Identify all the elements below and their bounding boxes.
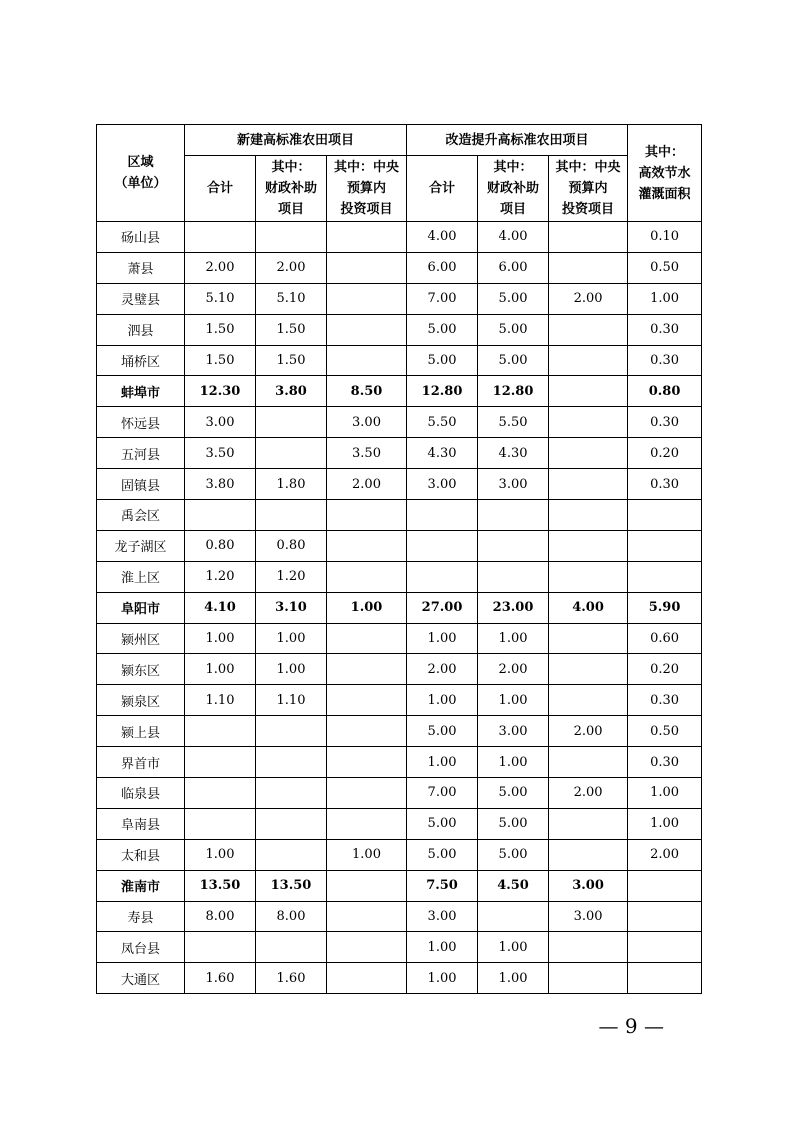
table-cell: 1.00 — [478, 747, 549, 778]
table-cell: 3.10 — [256, 592, 327, 623]
table-cell — [327, 654, 407, 685]
table-row — [97, 438, 702, 469]
row-region-name: 龙子湖区 — [97, 530, 185, 561]
table-cell: 13.50 — [256, 870, 327, 901]
table-cell — [185, 222, 256, 253]
row-region-name: 怀远县 — [97, 407, 185, 438]
table-cell: 1.00 — [256, 654, 327, 685]
table-cell: 1.00 — [185, 839, 256, 870]
table-cell: 2.00 — [256, 252, 327, 283]
table-row — [97, 963, 702, 994]
table-row — [97, 839, 702, 870]
table-cell — [327, 314, 407, 345]
table-cell — [327, 252, 407, 283]
header-upgrade-central: 其中：中央 预算内 投资项目 — [549, 156, 628, 222]
table-cell: 1.00 — [407, 685, 478, 716]
table-cell — [327, 500, 407, 531]
table-row — [97, 778, 702, 809]
table-cell — [628, 963, 702, 994]
table-cell — [256, 716, 327, 747]
table-cell: 1.00 — [185, 623, 256, 654]
table-cell: 0.20 — [628, 438, 702, 469]
table-cell — [407, 530, 478, 561]
table-cell — [628, 561, 702, 592]
table-cell — [549, 654, 628, 685]
table-cell — [549, 561, 628, 592]
row-region-name: 颍上县 — [97, 716, 185, 747]
row-region-name: 阜阳市 — [97, 592, 185, 623]
row-region-name: 固镇县 — [97, 469, 185, 500]
table-cell — [327, 963, 407, 994]
table-row — [97, 654, 702, 685]
table-cell: 1.20 — [185, 561, 256, 592]
header-new-central: 其中：中央 预算内 投资项目 — [327, 156, 407, 222]
table-cell: 3.80 — [256, 376, 327, 407]
row-region-name: 界首市 — [97, 747, 185, 778]
table-cell: 7.00 — [407, 283, 478, 314]
table-row — [97, 530, 702, 561]
table-cell — [478, 500, 549, 531]
table-cell: 1.00 — [407, 747, 478, 778]
table-row — [97, 561, 702, 592]
table-row — [97, 685, 702, 716]
row-region-name: 寿县 — [97, 901, 185, 932]
table-cell: 5.50 — [407, 407, 478, 438]
table-cell: 5.00 — [407, 808, 478, 839]
table-cell: 5.90 — [628, 592, 702, 623]
table-cell — [327, 530, 407, 561]
table-cell: 5.00 — [407, 716, 478, 747]
table-cell — [185, 747, 256, 778]
table-cell: 3.00 — [327, 407, 407, 438]
row-region-name: 砀山县 — [97, 222, 185, 253]
table-cell — [407, 561, 478, 592]
row-region-name: 淮南市 — [97, 870, 185, 901]
table-cell — [327, 808, 407, 839]
table-row — [97, 901, 702, 932]
table-cell: 5.00 — [478, 808, 549, 839]
table-cell: 0.80 — [256, 530, 327, 561]
table-cell — [185, 500, 256, 531]
row-region-name: 凤台县 — [97, 932, 185, 963]
table-cell: 1.60 — [256, 963, 327, 994]
table-cell — [256, 932, 327, 963]
header-upgrade-total: 合计 — [407, 156, 478, 222]
table-row — [97, 407, 702, 438]
table-cell — [549, 963, 628, 994]
row-region-name: 临泉县 — [97, 778, 185, 809]
table-cell: 5.00 — [407, 345, 478, 376]
row-region-name: 五河县 — [97, 438, 185, 469]
table-row — [97, 932, 702, 963]
table-cell — [327, 747, 407, 778]
table-row — [97, 345, 702, 376]
table-cell — [628, 870, 702, 901]
table-cell — [327, 222, 407, 253]
table-row — [97, 592, 702, 623]
table-cell — [256, 407, 327, 438]
table-cell: 0.30 — [628, 314, 702, 345]
table-cell: 5.00 — [478, 345, 549, 376]
table-cell — [549, 345, 628, 376]
table-cell: 5.00 — [478, 839, 549, 870]
table-cell: 5.50 — [478, 407, 549, 438]
table-cell: 0.10 — [628, 222, 702, 253]
row-region-name: 颍东区 — [97, 654, 185, 685]
data-table — [96, 124, 702, 994]
table-row — [97, 376, 702, 407]
table-cell: 0.30 — [628, 685, 702, 716]
table-cell — [478, 561, 549, 592]
table-cell — [185, 932, 256, 963]
table-cell: 1.00 — [256, 623, 327, 654]
table-cell — [549, 500, 628, 531]
table-cell: 1.00 — [185, 654, 256, 685]
table-cell: 1.00 — [407, 623, 478, 654]
table-body — [97, 222, 702, 994]
table-cell — [549, 469, 628, 500]
table-cell: 3.00 — [549, 901, 628, 932]
row-region-name: 太和县 — [97, 839, 185, 870]
table-cell: 2.00 — [327, 469, 407, 500]
table-cell — [327, 283, 407, 314]
table-cell — [549, 252, 628, 283]
table-cell — [478, 530, 549, 561]
header-new-fiscal: 其中： 财政补助 项目 — [256, 156, 327, 222]
table-cell — [256, 747, 327, 778]
table-cell — [549, 407, 628, 438]
table-cell: 4.30 — [407, 438, 478, 469]
table-cell: 3.80 — [185, 469, 256, 500]
table-cell: 0.30 — [628, 407, 702, 438]
header-water-saving: 其中： 高效节水 灌溉面积 — [628, 125, 702, 222]
table-cell: 1.00 — [327, 592, 407, 623]
table-cell — [407, 500, 478, 531]
table-cell: 1.80 — [256, 469, 327, 500]
table-row — [97, 808, 702, 839]
table-cell: 8.00 — [185, 901, 256, 932]
table-cell — [549, 314, 628, 345]
page-number: — 9 — — [598, 1014, 664, 1038]
table-cell — [327, 716, 407, 747]
table-cell — [185, 716, 256, 747]
table-cell: 5.00 — [407, 839, 478, 870]
table-cell: 5.10 — [256, 283, 327, 314]
table-cell: 3.00 — [185, 407, 256, 438]
table-cell: 27.00 — [407, 592, 478, 623]
table-cell: 1.00 — [628, 808, 702, 839]
table-cell — [549, 839, 628, 870]
table-cell: 12.80 — [407, 376, 478, 407]
table-row — [97, 716, 702, 747]
table-cell: 1.00 — [407, 932, 478, 963]
table-cell — [256, 808, 327, 839]
table-cell — [549, 222, 628, 253]
table-cell — [628, 901, 702, 932]
table-cell: 0.50 — [628, 716, 702, 747]
table-cell: 1.20 — [256, 561, 327, 592]
table-cell: 4.10 — [185, 592, 256, 623]
table-cell — [327, 901, 407, 932]
table-cell: 0.30 — [628, 345, 702, 376]
table-cell: 4.00 — [478, 222, 549, 253]
row-region-name: 阜南县 — [97, 808, 185, 839]
table-cell: 5.00 — [478, 283, 549, 314]
table-cell: 0.30 — [628, 469, 702, 500]
table-cell — [256, 222, 327, 253]
table-cell: 0.60 — [628, 623, 702, 654]
table-cell — [549, 376, 628, 407]
table-cell: 6.00 — [478, 252, 549, 283]
table-cell: 1.50 — [256, 345, 327, 376]
table-cell: 0.50 — [628, 252, 702, 283]
table-cell: 4.50 — [478, 870, 549, 901]
table-cell: 8.00 — [256, 901, 327, 932]
table-cell: 1.10 — [256, 685, 327, 716]
table-row — [97, 500, 702, 531]
table-cell: 1.00 — [407, 963, 478, 994]
table-cell: 1.00 — [478, 685, 549, 716]
header-new-total: 合计 — [185, 156, 256, 222]
header-upgrade-fiscal: 其中： 财政补助 项目 — [478, 156, 549, 222]
table-cell: 1.00 — [478, 932, 549, 963]
header-group-new: 新建高标准农田项目 — [185, 125, 407, 156]
row-region-name: 萧县 — [97, 252, 185, 283]
table-cell — [628, 530, 702, 561]
table-cell: 3.00 — [407, 469, 478, 500]
table-cell — [327, 345, 407, 376]
row-region-name: 大通区 — [97, 963, 185, 994]
table-cell — [185, 808, 256, 839]
table-cell — [478, 901, 549, 932]
table-cell: 3.00 — [478, 469, 549, 500]
table-cell: 1.50 — [185, 314, 256, 345]
table-cell — [256, 778, 327, 809]
table-cell — [256, 438, 327, 469]
table-row — [97, 222, 702, 253]
table-cell — [549, 530, 628, 561]
table-cell: 1.10 — [185, 685, 256, 716]
row-region-name: 禹会区 — [97, 500, 185, 531]
table-cell: 12.30 — [185, 376, 256, 407]
table-cell — [628, 932, 702, 963]
table-cell — [549, 438, 628, 469]
table-cell — [549, 747, 628, 778]
table-cell: 2.00 — [407, 654, 478, 685]
table-cell: 5.10 — [185, 283, 256, 314]
row-region-name: 灵璧县 — [97, 283, 185, 314]
table-cell: 2.00 — [628, 839, 702, 870]
table-cell: 5.00 — [407, 314, 478, 345]
table-cell: 5.00 — [478, 778, 549, 809]
table-cell: 1.00 — [478, 963, 549, 994]
table-cell: 0.80 — [628, 376, 702, 407]
table-cell — [256, 500, 327, 531]
table-row — [97, 870, 702, 901]
table-cell: 1.00 — [628, 778, 702, 809]
table-cell: 1.00 — [327, 839, 407, 870]
table-row — [97, 469, 702, 500]
table-cell: 4.30 — [478, 438, 549, 469]
table-cell: 6.00 — [407, 252, 478, 283]
table-cell — [327, 685, 407, 716]
table-cell: 0.80 — [185, 530, 256, 561]
table-cell — [549, 685, 628, 716]
table-cell: 0.30 — [628, 747, 702, 778]
table-row — [97, 623, 702, 654]
table-cell: 1.50 — [185, 345, 256, 376]
table-cell: 7.50 — [407, 870, 478, 901]
table-cell: 12.80 — [478, 376, 549, 407]
table-cell: 3.50 — [327, 438, 407, 469]
table-cell: 1.60 — [185, 963, 256, 994]
table-cell: 2.00 — [185, 252, 256, 283]
table-cell — [549, 808, 628, 839]
table-cell: 1.50 — [256, 314, 327, 345]
table-cell: 2.00 — [549, 778, 628, 809]
header-group-upgrade: 改造提升高标准农田项目 — [407, 125, 628, 156]
table-cell: 4.00 — [549, 592, 628, 623]
table-row — [97, 747, 702, 778]
table-cell: 2.00 — [549, 716, 628, 747]
row-region-name: 埇桥区 — [97, 345, 185, 376]
row-region-name: 颍州区 — [97, 623, 185, 654]
table-cell: 1.00 — [628, 283, 702, 314]
table-cell — [327, 623, 407, 654]
table-cell — [549, 623, 628, 654]
table-cell — [327, 778, 407, 809]
table-cell: 3.00 — [407, 901, 478, 932]
table-cell — [628, 500, 702, 531]
table-cell — [185, 778, 256, 809]
table-cell: 5.00 — [478, 314, 549, 345]
table-cell: 1.00 — [478, 623, 549, 654]
table-cell — [327, 932, 407, 963]
header-region: 区域 （单位） — [97, 125, 185, 222]
table-cell: 0.20 — [628, 654, 702, 685]
table-cell — [549, 932, 628, 963]
table-cell: 13.50 — [185, 870, 256, 901]
table-cell: 3.00 — [549, 870, 628, 901]
table-cell: 23.00 — [478, 592, 549, 623]
table-cell: 3.50 — [185, 438, 256, 469]
row-region-name: 蚌埠市 — [97, 376, 185, 407]
row-region-name: 泗县 — [97, 314, 185, 345]
table-cell: 2.00 — [478, 654, 549, 685]
table-cell — [327, 870, 407, 901]
table-row — [97, 252, 702, 283]
table-row — [97, 283, 702, 314]
table-cell: 3.00 — [478, 716, 549, 747]
table-cell — [256, 839, 327, 870]
table-cell — [327, 561, 407, 592]
row-region-name: 颍泉区 — [97, 685, 185, 716]
table-cell: 8.50 — [327, 376, 407, 407]
table-row — [97, 314, 702, 345]
row-region-name: 淮上区 — [97, 561, 185, 592]
table-cell: 7.00 — [407, 778, 478, 809]
table-cell: 4.00 — [407, 222, 478, 253]
table-cell: 2.00 — [549, 283, 628, 314]
